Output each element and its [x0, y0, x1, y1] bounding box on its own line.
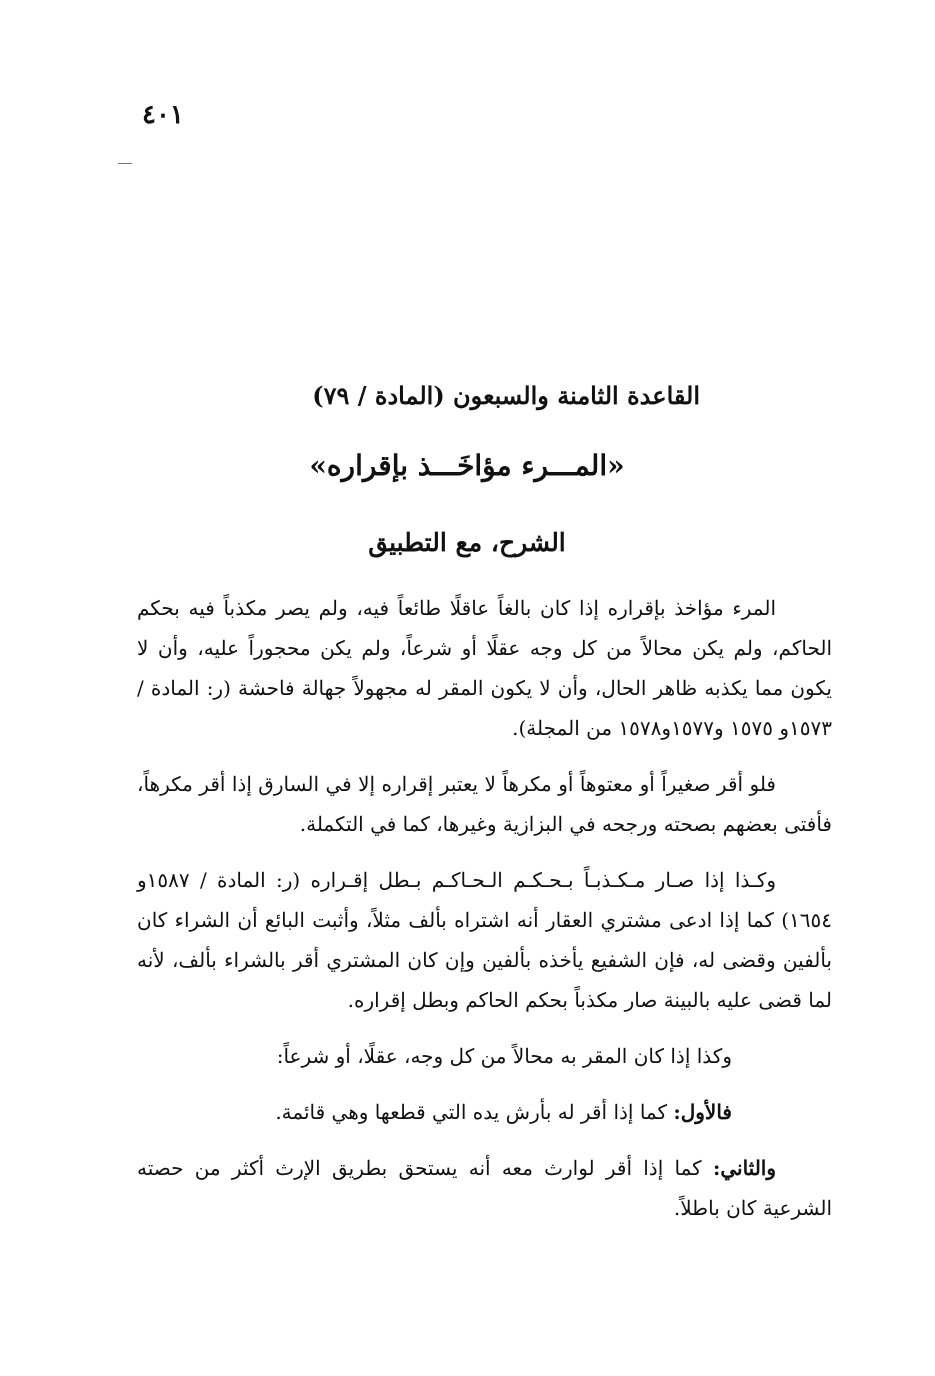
second-text: كما إذا أقر لوارث معه أنه يستحق بطريق الإرث أكثر من حصته الشرعية كان باطلاً. — [137, 1156, 832, 1220]
paragraph-first-case — [137, 1092, 832, 1132]
first-text: كما إذا أقر له بأرش يده التي قطعها وهي قائمة. — [275, 1100, 667, 1124]
paragraph-second-case — [137, 1148, 832, 1228]
header-rule — [118, 163, 132, 164]
section-heading: الشرح، مع التطبيق — [368, 528, 566, 557]
first-label: فالأول: — [673, 1100, 732, 1124]
body-text — [137, 588, 832, 1244]
paragraph-judge-contradiction: وكـذا إذا صـار مـكـذبـاً بـحـكـم الـحـاكـم بـطل إقـراره (ر: المادة / ١٥٨٧و ١٦٥٤) كما إذا ادعى مشتري العقار أنه اشتراه بألف مثلاً، وأثبت البائع أن الشراء كان بألفين وقضى له، فإن الشفيع يأخذه بألفين وإن كان المشتري أقر بالشراء بألف، لأنه لما قضى عليه بالبينة صار مكذباً بحكم الحاكم وبطل إقراره. — [137, 868, 832, 1012]
rule-title: القاعدة الثامنة والسبعون (المادة / ٧٩) — [312, 381, 700, 410]
page-number: ٤٠١ — [142, 100, 184, 130]
second-label: والثاني: — [712, 1156, 777, 1180]
maxim-heading: «المـــرء مؤاخَـــذ بإقراره» — [309, 449, 625, 482]
paragraph-impossible: وكذا إذا كان المقر به محالاً من كل وجه، عقلًا، أو شرعاً: — [276, 1044, 732, 1068]
paragraph-minor-coerced: فلو أقر صغيراً أو معتوهاً أو مكرهاً لا يعتبر إقراره إلا في السارق إذا أقر مكرهاً، فأفتى بعضهم بصحته ورجحه في البزازية وغيرها، كما في التكملة. — [137, 772, 832, 836]
paragraph-conditions: المرء مؤاخذ بإقراره إذا كان بالغاً عاقلًا طائعاً فيه، ولم يصر مكذباً فيه بحكم الحاكم، ولم يكن محالاً من كل وجه عقلًا أو شرعاً، ولم يكن محجوراً عليه، وأن لا يكون مما يكذبه ظاهر الحال، وأن لا يكون المقر له مجهولاً جهالة فاحشة (ر: المادة / ١٥٧٣و ١٥٧٥ و١٥٧٧و١٥٧٨ من المجلة). — [137, 596, 832, 740]
